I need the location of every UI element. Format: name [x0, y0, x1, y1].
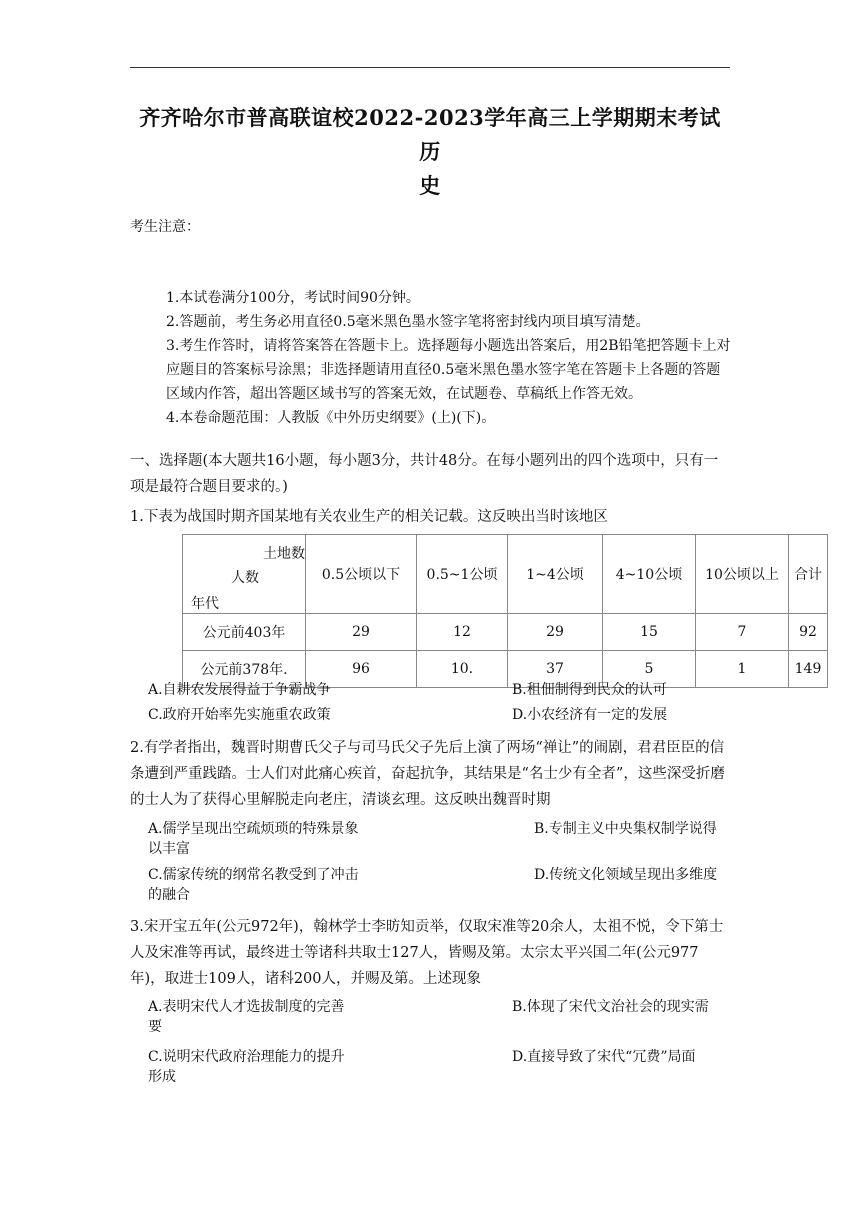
- table-corner-cell: [183, 535, 306, 614]
- table-header-cell: 合计: [789, 535, 828, 614]
- corner-label-people: 人数: [231, 570, 259, 586]
- q3-option-a-cont: 要: [148, 1019, 162, 1035]
- table-cell: 37: [508, 651, 603, 688]
- q3-stem: 3.宋开宝五年(公元972年)，翰林学士李昉知贡举，仅取宋准等20余人，太祖不悦，令下第士人及宋准等再试，最终进士等诸科共取士127人，皆赐及第。太宗太平兴国二年(公元977年)，取进士109人，诸科200人，并赐及第。上述现象: [130, 919, 724, 987]
- q1-option-c: C.政府开始率先实施重农政策: [148, 707, 331, 723]
- exam-title: [125, 101, 735, 203]
- table-cell: 92: [789, 614, 828, 651]
- table-cell: 12: [417, 614, 508, 651]
- note-item: 2.答题前，考生务必用直径0.5毫米黑色墨水签字笔将密封线内项目填写清楚。: [166, 314, 650, 330]
- table-header-cell: 4~10公顷: [603, 535, 696, 614]
- q1-option-d: D.小农经济有一定的发展: [512, 707, 668, 723]
- note-item: 4.本卷命题范围：人教版《中外历史纲要》(上)(下)。: [166, 410, 496, 426]
- q2-option-c: C.儒家传统的纲常名教受到了冲击: [148, 867, 359, 883]
- q2-option-a: A.儒学呈现出空疏烦琐的特殊景象: [148, 821, 359, 837]
- q3-option-c-cont: 形成: [148, 1069, 176, 1085]
- q2-stem: 2.有学者指出，魏晋时期曹氏父子与司马氏父子先后上演了两场“禅让”的闹剧，君君臣臣的信条遭到严重践踏。士人们对此痛心疾首，奋起抗争，其结果是“名士少有全者”，这些深受折磨的士人为了获得心里解脱走向老庄，清谈玄理。这反映出魏晋时期: [130, 740, 725, 808]
- q2-option-b: B.专制主义中央集权制学说得: [534, 821, 717, 837]
- table-header-cell: 1~4公顷: [508, 535, 603, 614]
- table-header-cell: 0.5公顷以下: [306, 535, 417, 614]
- table-cell: 10.: [417, 651, 508, 688]
- corner-label-land: 土地数: [263, 546, 305, 562]
- q2-option-b-cont: 以丰富: [148, 841, 190, 857]
- note-item: 1.本试卷满分100分，考试时间90分钟。: [166, 290, 420, 306]
- q1-option-b: B.租佃制得到民众的认可: [512, 682, 667, 698]
- q1-data-table: [182, 534, 828, 688]
- notes-list: [166, 286, 732, 430]
- table-row: [183, 614, 828, 651]
- table-row-label: 公元前403年: [183, 614, 306, 651]
- table-header-cell: 10公顷以上: [696, 535, 789, 614]
- table-cell: 7: [696, 614, 789, 651]
- title-line-1: 齐齐哈尔市普高联谊校2022-2023学年高三上学期期末考试 历: [139, 105, 721, 164]
- section-one-heading: 一、选择题(本大题共16小题，每小题3分，共计48分。在每小题列出的四个选项中，只有一项是最符合题目要求的。): [130, 453, 719, 495]
- q1-option-a: A.自耕农发展得益于争霸战争: [148, 682, 331, 698]
- table-cell: 96: [306, 651, 417, 688]
- table-cell: 1: [696, 651, 789, 688]
- table-header-row: [183, 535, 828, 614]
- table-cell: 29: [306, 614, 417, 651]
- table-cell: 29: [508, 614, 603, 651]
- notice-heading: 考生注意：: [130, 219, 200, 235]
- corner-label-era: 年代: [191, 596, 219, 612]
- table-header-cell: 0.5~1公顷: [417, 535, 508, 614]
- q3-option-a: A.表明宋代人才选拔制度的完善: [148, 999, 345, 1015]
- q2-option-d: D.传统文化领域呈现出多维度: [534, 867, 718, 883]
- q3-option-d: D.直接导致了宋代“冗费”局面: [512, 1049, 696, 1065]
- table-cell: 149: [789, 651, 828, 688]
- q1-stem: 1.下表为战国时期齐国某地有关农业生产的相关记载。这反映出当时该地区: [130, 509, 608, 525]
- q3-option-c: C.说明宋代政府治理能力的提升: [148, 1049, 345, 1065]
- header-rule: [130, 67, 730, 68]
- table-row-label: 公元前378年.: [183, 651, 306, 688]
- title-line-2: 史: [419, 173, 441, 198]
- q3-option-b: B.体现了宋代文治社会的现实需: [512, 999, 709, 1015]
- table-cell: 5: [603, 651, 696, 688]
- table-cell: 15: [603, 614, 696, 651]
- note-item: 3.考生作答时，请将答案答在答题卡上。选择题每小题选出答案后，用2B铅笔把答题卡上对应题目的答案标号涂黑；非选择题请用直径0.5毫米黑色墨水签字笔在答题卡上各题的答题区域内作答，超出答题区域书写的答案无效，在试题卷、草稿纸上作答无效。: [166, 338, 731, 402]
- q2-option-c-cont: 的融合: [148, 887, 190, 903]
